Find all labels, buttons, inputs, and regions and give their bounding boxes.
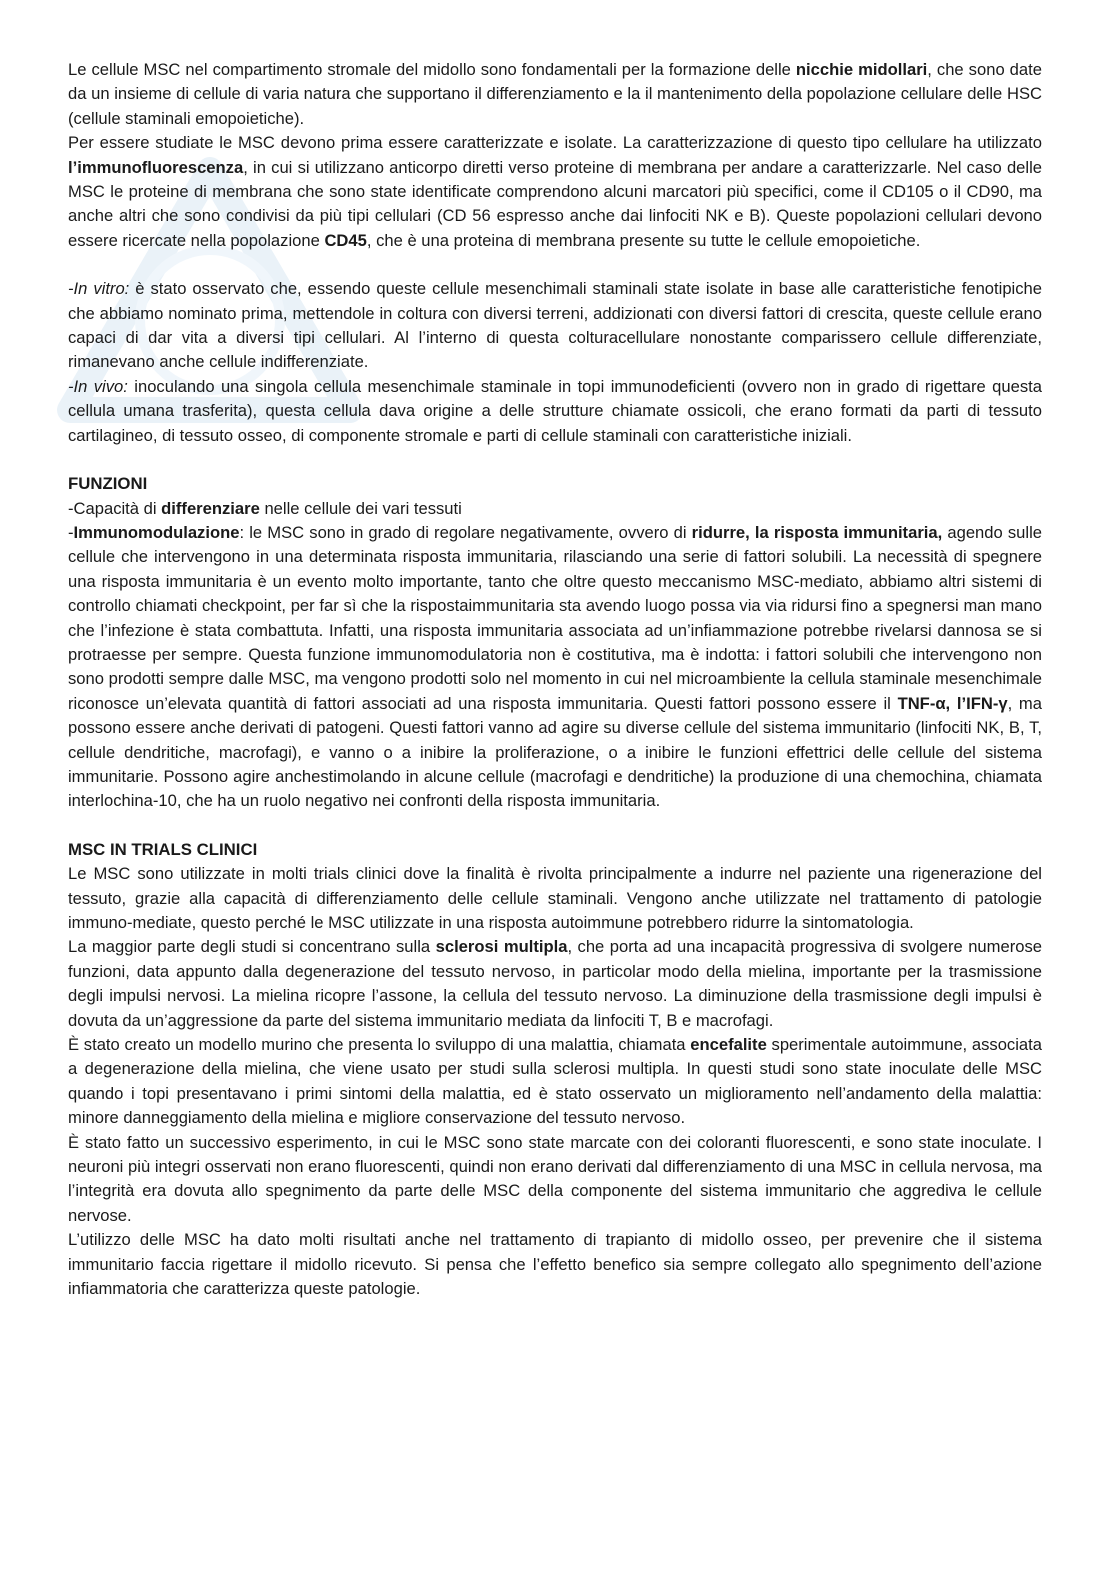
paragraph-in-vivo: -In vivo: inoculando una singola cellula mesenchimale staminale in topi immunodeficienti (ovvero non in grado di rigettare questa cellula umana trasferita), questa cellula dava origine a delle strutture chiamate ossicoli, che erano formati da parti di tessuto cartilagineo, di tessuto osseo, di componente stromale e parti di cellule staminali con caratteristiche iniziali. <box>68 376 1042 445</box>
paragraph-sclerosi: La maggior parte degli studi si concentrano sulla sclerosi multipla, che porta ad una incapacità progressiva di svolgere numerose funzioni, data appunto dalla degenerazione del tessuto nervoso, in particolar modo della mielina, importante per la trasmissione degli impulsi nervosi. La mielina ricopre l’assone, la cellula del tessuto nervoso. La diminuzione della trasmissione degli impulsi è dovuta da un’aggressione da parte del sistema immunitario mediata da linfociti T, B e macrofagi. <box>68 937 1042 1030</box>
paragraph-immunomodulazione: -Immunomodulazione: le MSC sono in grado di regolare negativamente, ovvero di ridurre, la risposta immunitaria, agendo sulle cellule che intervengono in una determinata risposta immunitaria, rilasciando una serie di fattori solubili. La necessità di spegnere una risposta immunitaria è un evento molto importante, tanto che oltre questo meccanismo MSC-mediato, abbiamo altri sistemi di controllo chiamati checkpoint, per far sì che la rispostaimmunitaria sta avendo luogo possa via via ridursi fino a spegnersi man mano che l’infezione è stata combattuta. Infatti, una risposta immunitaria associata ad un’infiammazione potrebbe rivelarsi dannosa se si protraesse per sempre. Questa funzione immunomodulatoria non è costitutiva, ma è indotta: i fattori solubili che intervengono non sono prodotti sempre dalle MSC, ma vengono prodotti solo nel momento in cui nel microambiente la cellula staminale mesenchimale riconosce un’elevata quantità di fattori associati ad una risposta immunitaria. Questi fattori possono essere il TNF-α, l’IFN-γ, ma possono essere anche derivati di patogeni. Questi fattori vanno ad agire su diverse cellule del sistema immunitario (linfociti NK, B, T, cellule dendritiche, macrofagi), e vanno o a inibire la proliferazione, o a inibire le funzioni effettrici delle cellule del sistema immunitarie. Possono agire anchestimolando in alcune cellule (macrofagi e dendritiche) la produzione di una chemochina, chiamata interlochina-10, che ha un ruolo negativo nei confronti della risposta immunitaria. <box>68 522 1043 811</box>
paragraph-nicchie: Le cellule MSC nel compartimento stromale del midollo sono fondamentali per la formazione delle nicchie midollari, che sono date da un insieme di cellule di varia natura che supportano il differenziamento e la il mantenimento della popolazione cellulare delle HSC (cellule staminali emopoietiche). <box>68 60 1042 128</box>
paragraph-esperimento: È stato fatto un successivo esperimento, in cui le MSC sono state marcate con dei coloranti fluorescenti, e sono state inoculate. I neuroni più integri osservati non erano fluorescenti, quindi non erano derivati dal differenziamento di una MSC in cellula nervosa, ma l’integrità era dovuta allo spegnimento da parte delle MSC della componente del sistema immunitario che aggrediva le cellule nervose. <box>68 1132 1042 1225</box>
paragraph-encefalite: È stato creato un modello murino che presenta lo sviluppo di una malattia, chiamata encefalite sperimentale autoimmune, associata a degenerazione della mielina, che viene usato per studi sulla sclerosi multipla. In questi studi sono state inoculate delle MSC quando i topi presentavano i primi sintomi della malattia, ed è stato osservato un miglioramento nell’andamento della malattia: minore danneggiamento della mielina e migliore conservazione del tessuto nervoso. <box>68 1035 1042 1128</box>
heading-trials: MSC IN TRIALS CLINICI <box>68 839 258 859</box>
paragraph-trials-intro: Le MSC sono utilizzate in molti trials clinici dove la finalità è rivolta principalmente a indurre nel paziente una rigenerazione del tessuto, grazie alla capacità di differenziamento delle cellule staminali. Vengono anche utilizzate nel trattamento di patologie immuno-mediate, questo perché le MSC utilizzate in una risposta autoimmune potrebbero ridurre la sintomatologia. <box>68 864 1042 932</box>
paragraph-differenziare: -Capacità di differenziare nelle cellule dei vari tessuti <box>68 498 462 518</box>
paragraph-in-vitro: -In vitro: è stato osservato che, essendo queste cellule mesenchimali staminali state isolate in base alle caratteristiche fenotipiche che abbiamo nominato prima, mettendole in coltura con diversi terreni, addizionati con diversi fattori di crescita, queste cellule erano capaci di dar vita a diversi tipi cellulari. Al l’interno di questa colturacellulare nonostante comparissero cellule differenziate, rimanevano anche cellule indifferenziate. <box>68 279 1043 372</box>
paragraph-caratterizzazione: Per essere studiate le MSC devono prima essere caratterizzate e isolate. La caratterizzazione di questo tipo cellulare ha utilizzato l’immunofluorescenza, in cui si utilizzano anticorpo diretti verso proteine di membrana per andare a caratterizzarle. Nel caso delle MSC le proteine di membrana che sono state identificate comprendono alcuni marcatori più specifici, come il CD105 o il CD90, ma anche altri che sono condivisi da più tipi cellulari (CD 56 espresso anche dai linfociti NK e B). Queste popolazioni cellulari devono essere ricercate nella popolazione CD45, che è una proteina di membrana presente su tutte le cellule emopoietiche. <box>68 133 1042 250</box>
heading-funzioni: FUNZIONI <box>68 474 148 494</box>
document-page <box>68 58 1042 1302</box>
paragraph-trapianto: L’utilizzo delle MSC ha dato molti risultati anche nel trattamento di trapianto di midollo osseo, per prevenire che il sistema immunitario faccia rigettare il midollo ricevuto. Si pensa che l’effetto benefico sia sempre collegato allo spegnimento dell’azione infiammatoria che caratterizza queste patologie. <box>68 1230 1042 1299</box>
